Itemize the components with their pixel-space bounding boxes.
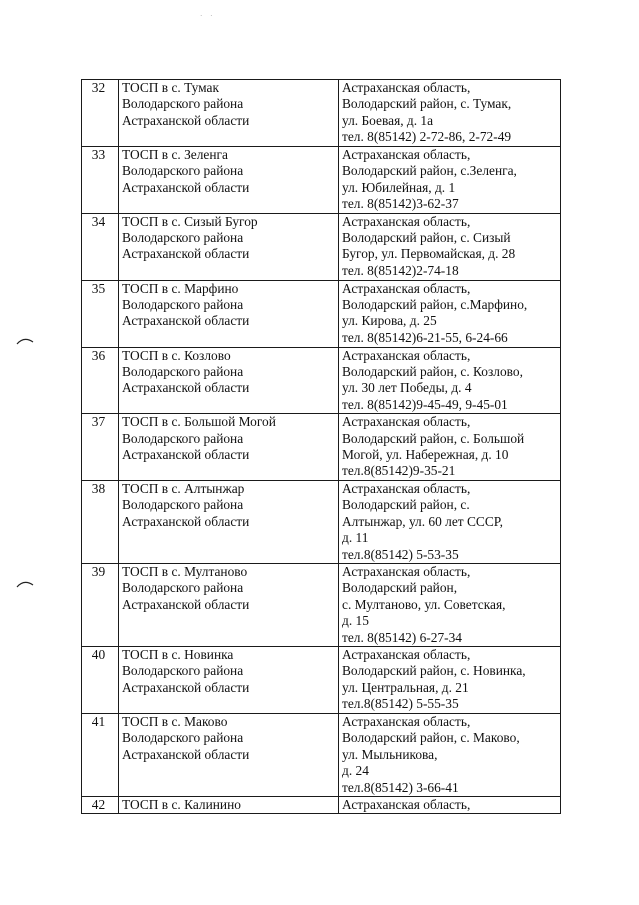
address-line: Астраханская область, (342, 646, 471, 662)
office-name-line: ТОСП в с. Козлово (122, 347, 231, 363)
table-row (82, 796, 561, 813)
office-name-line: Володарского района (122, 230, 244, 246)
address-line: Астраханская область, (342, 80, 471, 95)
address-line: с. Мултаново, ул. Советская, (342, 596, 506, 612)
table-row (82, 480, 561, 563)
address-line: тел.8(85142) 3-66-41 (342, 779, 459, 795)
address-line: Володарский район, (342, 580, 458, 596)
hole-punch-mark (16, 578, 34, 590)
office-name-line: Астраханской области (122, 746, 250, 762)
table-row (82, 80, 561, 147)
address-cell (339, 646, 561, 713)
address-cell (339, 480, 561, 563)
office-name-line: Астраханской области (122, 179, 250, 195)
address-line: Астраханская область, (342, 347, 471, 363)
address-cell (339, 713, 561, 796)
table-row (82, 147, 561, 214)
row-number: 41 (82, 713, 119, 796)
address-line: тел.8(85142) 5-53-35 (342, 546, 459, 562)
address-line: тел.8(85142) 5-55-35 (342, 696, 459, 712)
table-row (82, 563, 561, 646)
table-row (82, 713, 561, 796)
office-name-line: ТОСП в с. Большой Могой (122, 414, 276, 430)
address-line: Астраханская область, (342, 713, 471, 729)
scan-speck: · · (200, 12, 216, 20)
address-line: д. 15 (342, 613, 369, 629)
office-name-cell (119, 563, 339, 646)
row-number: 42 (82, 796, 119, 813)
office-name-line: ТОСП в с. Мултаново (122, 563, 248, 579)
office-name-cell (119, 713, 339, 796)
address-line: Астраханская область, (342, 796, 471, 812)
address-cell (339, 280, 561, 347)
office-name-line: Володарского района (122, 163, 244, 179)
row-number: 32 (82, 80, 119, 147)
address-line: Володарский район, с. Козлово, (342, 364, 523, 380)
address-cell (339, 347, 561, 414)
office-name-line: ТОСП в с. Сизый Бугор (122, 213, 258, 229)
address-line: тел. 8(85142)3-62-37 (342, 196, 459, 212)
office-name-line: Астраханской области (122, 596, 250, 612)
office-name-cell (119, 414, 339, 481)
address-cell (339, 147, 561, 214)
row-number: 40 (82, 646, 119, 713)
address-line: ул. Центральная, д. 21 (342, 679, 469, 695)
address-line: ул. Боевая, д. 1а (342, 112, 434, 128)
address-line: тел. 8(85142)9-45-49, 9-45-01 (342, 396, 508, 412)
office-name-line: Володарского района (122, 297, 244, 313)
address-line: тел.8(85142)9-35-21 (342, 463, 456, 479)
office-name-line: ТОСП в с. Тумак (122, 80, 219, 95)
address-line: ул. Кирова, д. 25 (342, 313, 437, 329)
address-line: Володарский район, с.Марфино, (342, 297, 528, 313)
office-name-line: Володарского района (122, 364, 244, 380)
table-row (82, 414, 561, 481)
office-name-line: Астраханской области (122, 380, 250, 396)
address-line: Астраханская область, (342, 147, 471, 162)
office-name-line: Володарского района (122, 96, 244, 112)
table-body (82, 80, 561, 814)
office-name-cell (119, 347, 339, 414)
row-number: 38 (82, 480, 119, 563)
office-name-line: Астраханской области (122, 679, 250, 695)
address-line: тел. 8(85142) 6-27-34 (342, 629, 463, 645)
address-line: Астраханская область, (342, 563, 471, 579)
office-name-line: Володарского района (122, 580, 244, 596)
office-name-line: ТОСП в с. Калинино (122, 796, 241, 812)
hole-punch-mark (16, 335, 34, 347)
address-line: Володарский район, с.Зеленга, (342, 163, 517, 179)
address-line: Астраханская область, (342, 280, 471, 296)
address-cell (339, 80, 561, 147)
row-number: 39 (82, 563, 119, 646)
table-row (82, 646, 561, 713)
office-name-line: Володарского района (122, 663, 244, 679)
address-line: тел. 8(85142)6-21-55, 6-24-66 (342, 329, 508, 345)
tosp-table (81, 79, 561, 814)
address-line: Володарский район, с. Сизый (342, 230, 511, 246)
office-name-cell (119, 80, 339, 147)
address-line: тел. 8(85142)2-74-18 (342, 262, 459, 278)
address-line: Астраханская область, (342, 213, 471, 229)
office-name-line: Астраханской области (122, 313, 250, 329)
row-number: 34 (82, 213, 119, 280)
office-name-cell (119, 213, 339, 280)
address-line: Володарский район, с. Новинка, (342, 663, 526, 679)
office-name-line: ТОСП в с. Алтынжар (122, 480, 245, 496)
office-name-line: Астраханской области (122, 447, 250, 463)
address-line: ул. Юбилейная, д. 1 (342, 179, 456, 195)
office-name-cell (119, 646, 339, 713)
address-line: тел. 8(85142) 2-72-86, 2-72-49 (342, 129, 512, 145)
row-number: 37 (82, 414, 119, 481)
address-line: д. 11 (342, 530, 369, 546)
address-cell (339, 563, 561, 646)
address-line: Володарский район, с. Большой (342, 430, 525, 446)
address-cell (339, 796, 561, 813)
table-row (82, 280, 561, 347)
office-name-cell (119, 796, 339, 813)
office-name-line: ТОСП в с. Новинка (122, 646, 234, 662)
address-line: Алтынжар, ул. 60 лет СССР, (342, 513, 503, 529)
address-line: Могой, ул. Набережная, д. 10 (342, 447, 509, 463)
office-name-line: ТОСП в с. Зеленга (122, 147, 228, 162)
address-line: Володарский район, с. Маково, (342, 730, 520, 746)
address-line: Астраханская область, (342, 480, 471, 496)
office-name-line: ТОСП в с. Маково (122, 713, 228, 729)
office-name-cell (119, 480, 339, 563)
office-name-cell (119, 147, 339, 214)
address-line: Астраханская область, (342, 414, 471, 430)
table-row (82, 213, 561, 280)
address-line: ул. 30 лет Победы, д. 4 (342, 380, 472, 396)
address-cell (339, 213, 561, 280)
office-name-line: Астраханской области (122, 112, 250, 128)
office-name-line: ТОСП в с. Марфино (122, 280, 239, 296)
row-number: 35 (82, 280, 119, 347)
office-name-line: Астраханской области (122, 513, 250, 529)
office-name-line: Астраханской области (122, 246, 250, 262)
address-line: Володарский район, с. Тумак, (342, 96, 512, 112)
row-number: 33 (82, 147, 119, 214)
office-name-cell (119, 280, 339, 347)
address-cell (339, 414, 561, 481)
address-line: Бугор, ул. Первомайская, д. 28 (342, 246, 516, 262)
address-line: Володарский район, с. (342, 497, 470, 513)
address-line: д. 24 (342, 763, 369, 779)
office-name-line: Володарского района (122, 497, 244, 513)
table-row (82, 347, 561, 414)
office-name-line: Володарского района (122, 730, 244, 746)
address-line: ул. Мыльникова, (342, 746, 438, 762)
row-number: 36 (82, 347, 119, 414)
office-name-line: Володарского района (122, 430, 244, 446)
